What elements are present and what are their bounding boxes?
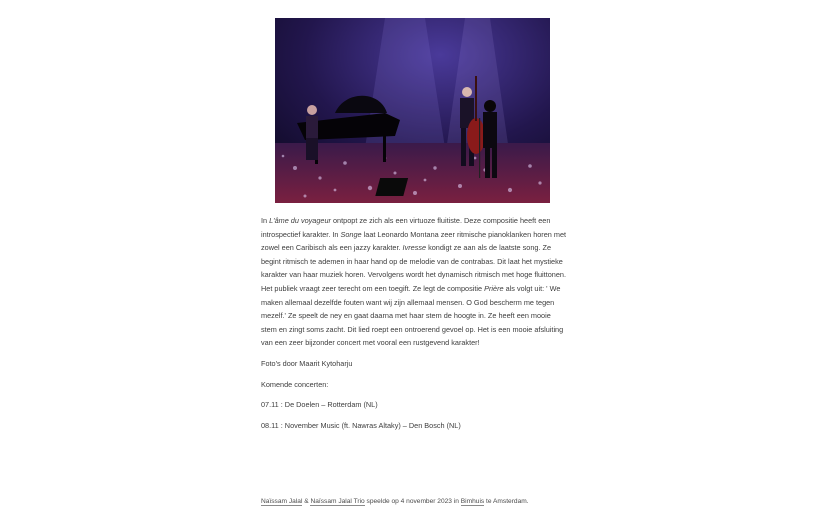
article-paragraph: In L'âme du voyageur ontpopt ze zich als een virtuoze fluitiste. Deze compositie heeft een introspectief karakter. In Songe laat Leonardo Montana zeer ritmische pianoklanken horen met zowel een Caribisch als een jazzy karakter. Ivresse kondigt ze aan als de laatste song. Ze begint ritmisch te ademen in haar hand op de melodie van de contrabas. Dit laat het mystieke karakter van haar muziek horen. Vervolgens wordt het dynamisch ritmisch met hoge fluittonen. Het publiek vraagt zeer terecht om een toegift. Ze legt de compositie Prière als volgt uit: ' We maken allemaal dezelfde fouten want wij zijn allemaal mensen. O God bescherm me tegen mezelf.' Ze speelt de ney en gaat daarna met haar stem de hoogte in. Ze heeft een mooie stem en zingt soms zacht. Dit lied roept een ontroerend gevoel op. Het is een mooie afsluiting van een zeer bijzonder concert met vooral een rustgevend karakter! (261, 216, 567, 348)
article-footer: Naïssam Jalal & Naïssam Jalal Trio speelde op 4 november 2023 in Bimhuis te Amsterdam. (261, 498, 529, 505)
article-body (261, 214, 567, 432)
song-title: Prière (484, 283, 504, 293)
artist-link[interactable]: Naïssam Jalal (261, 498, 303, 505)
photo-credit: Foto's door Maarit Kytoharju (261, 358, 353, 368)
song-title: Ivresse (402, 243, 427, 253)
upcoming-label: Komende concerten: (261, 379, 329, 389)
concert-photo[interactable] (275, 18, 550, 203)
concert-photo-icon (275, 18, 550, 203)
concert-item: 07.11 : De Doelen – Rotterdam (NL) (261, 400, 378, 410)
trio-link[interactable]: Naïssam Jalal Trio (310, 498, 365, 505)
concert-item: 08.11 : November Music (ft. Nawras Altaky) – Den Bosch (NL) (261, 420, 461, 430)
song-title: L'âme du voyageur (269, 216, 331, 225)
song-title: Songe (340, 229, 362, 239)
venue-link[interactable]: Bimhuis (460, 498, 485, 505)
